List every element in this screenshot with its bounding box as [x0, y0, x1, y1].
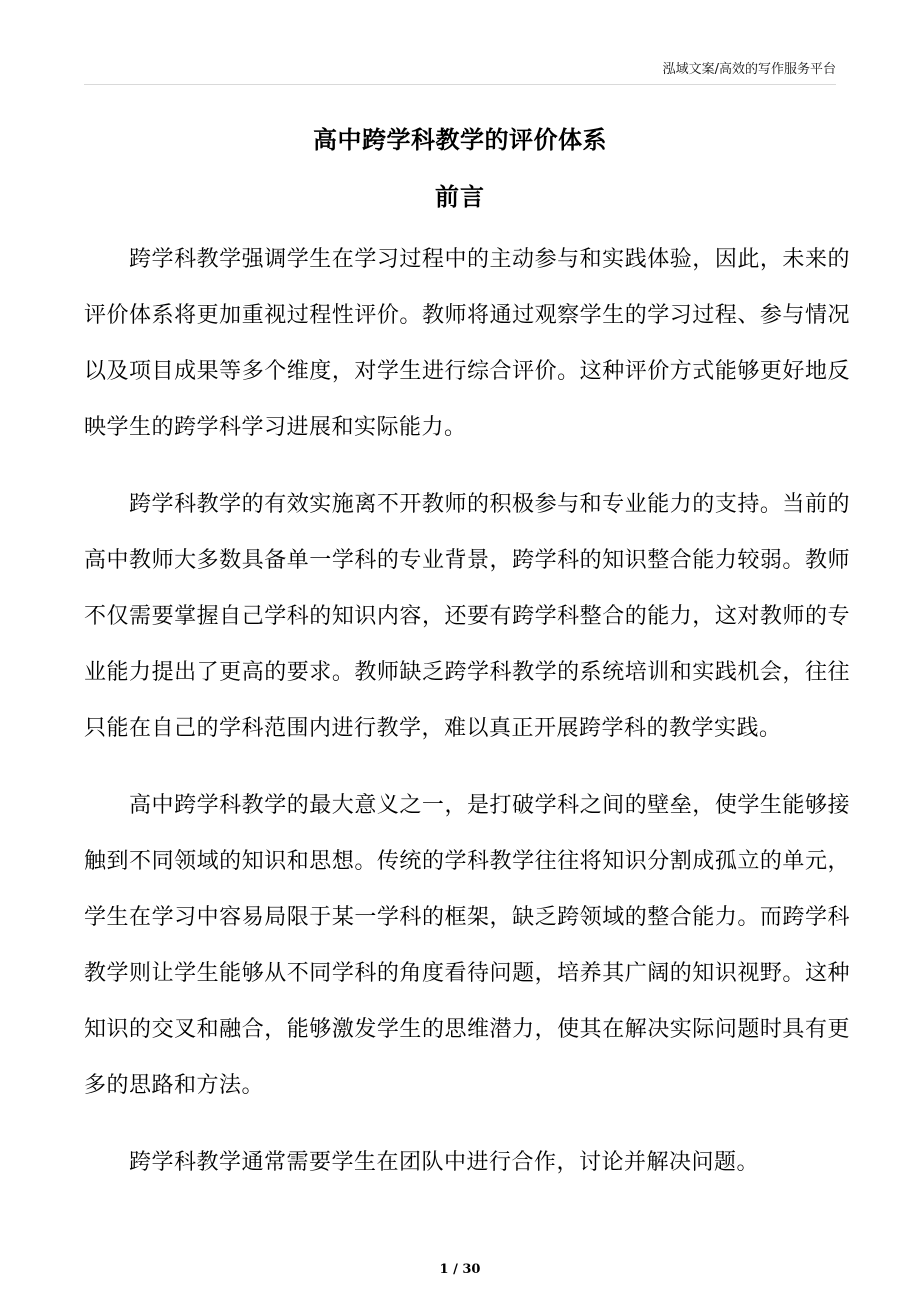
document-body [84, 232, 850, 1212]
paragraph-2: 跨学科教学的有效实施离不开教师的积极参与和专业能力的支持。当前的高中教师大多数具备单一学科的专业背景，跨学科的知识整合能力较弱。教师不仅需要掌握自己学科的知识内容，还要有跨学科整合的能力，这对教师的专业能力提出了更高的要求。教师缺乏跨学科教学的系统培训和实践机会，往往只能在自己的学科范围内进行教学，难以真正开展跨学科的教学实践。 [84, 492, 850, 741]
document-title: 高中跨学科教学的评价体系 [313, 126, 607, 154]
section-heading: 前言 [435, 183, 485, 211]
paragraph-1: 跨学科教学强调学生在学习过程中的主动参与和实践体验，因此，未来的评价体系将更加重视过程性评价。教师将通过观察学生的学习过程、参与情况以及项目成果等多个维度，对学生进行综合评价。这种评价方式能够更好地反映学生的跨学科学习进展和实际能力。 [84, 247, 850, 440]
paragraph-4: 跨学科教学通常需要学生在团队中进行合作，讨论并解决问题。 [129, 1150, 760, 1175]
paragraph-3: 高中跨学科教学的最大意义之一，是打破学科之间的壁垒，使学生能够接触到不同领域的知识和思想。传统的学科教学往往将知识分割成孤立的单元，学生在学习中容易局限于某一学科的框架，缺乏跨领域的整合能力。而跨学科教学则让学生能够从不同学科的角度看待问题，培养其广阔的知识视野。这种知识的交叉和融合，能够激发学生的思维潜力，使其在解决实际问题时具有更多的思路和方法。 [84, 793, 850, 1098]
header-note: 泓域文案/高效的写作服务平台 [662, 62, 836, 77]
header-divider [84, 84, 836, 85]
page-number: 1 / 30 [439, 1262, 481, 1277]
